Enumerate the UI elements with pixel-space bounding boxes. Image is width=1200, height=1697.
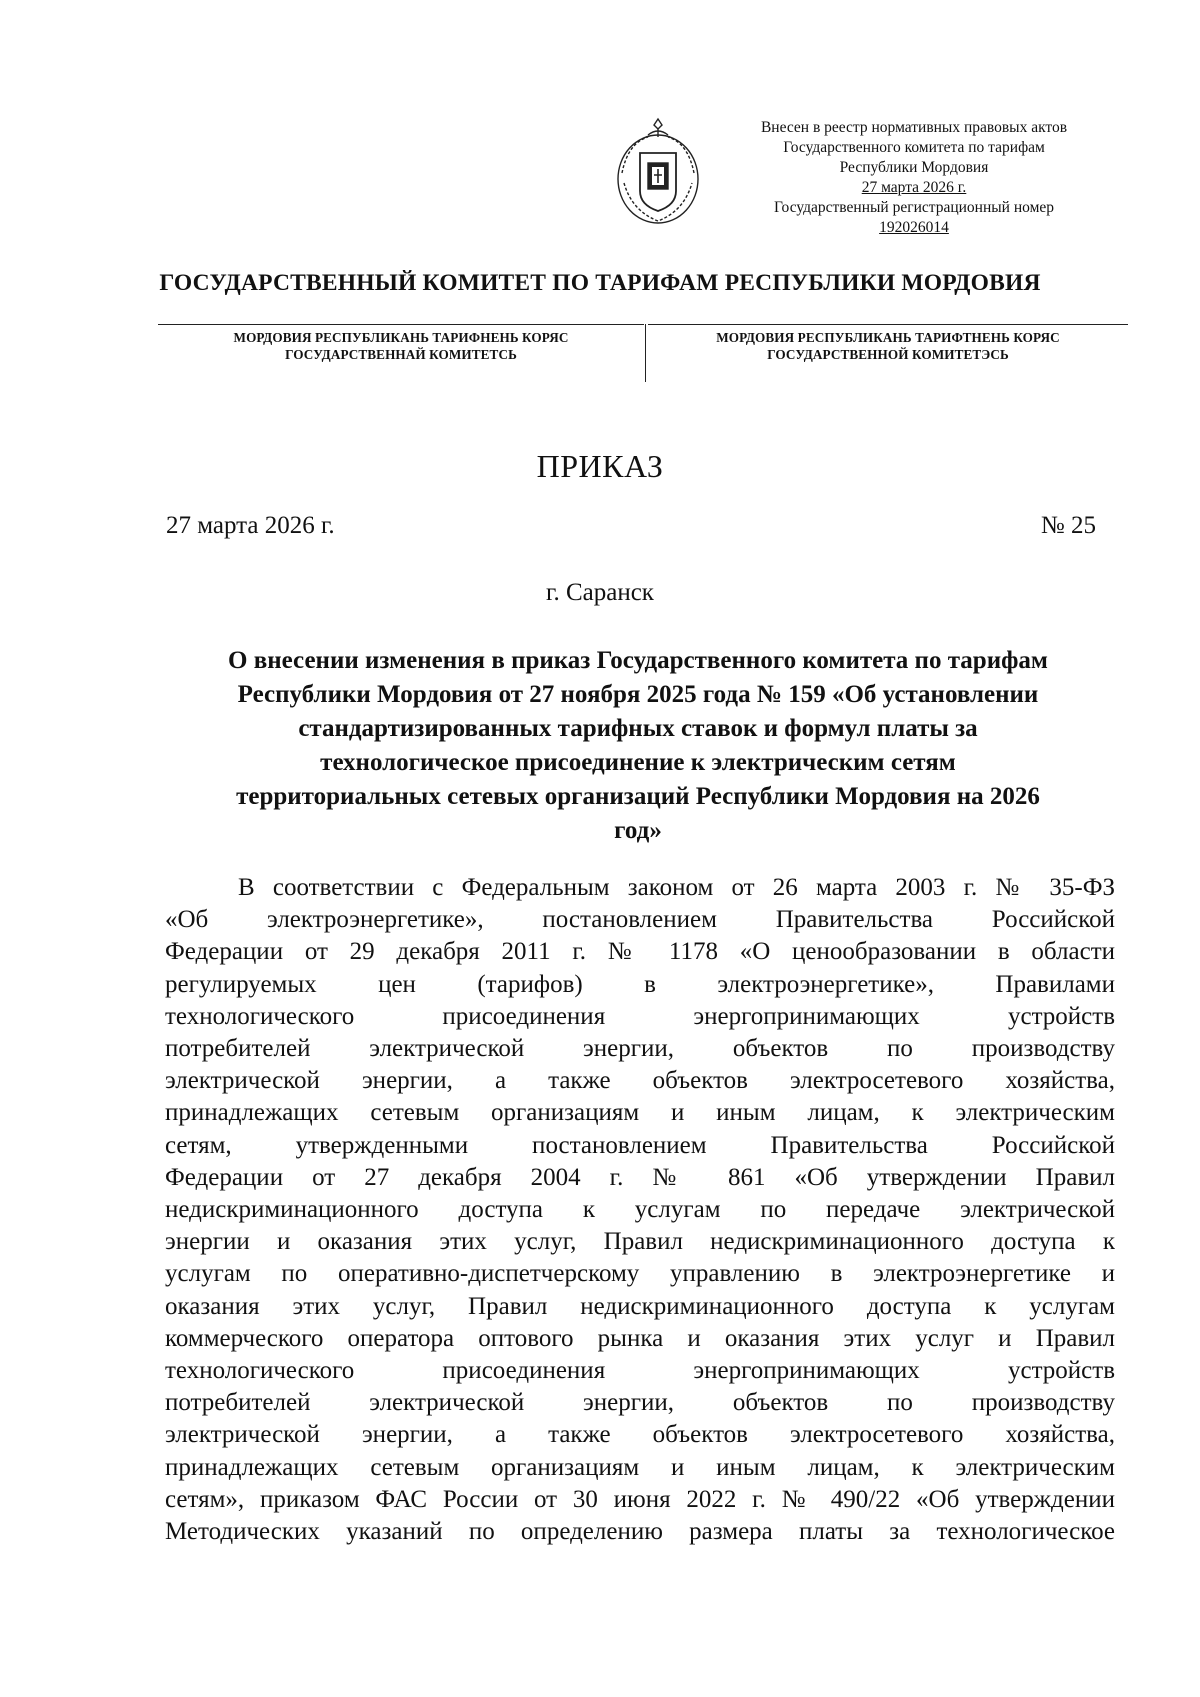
registry-line: Государственного комитета по тарифам [783,139,1045,156]
heading-line: территориальных сетевых организаций Республики Мордовия на 2026 [236,783,1040,810]
order-heading [158,644,1118,848]
registry-number: 192026014 [879,219,949,236]
body-line: технологического присоединения энергопринимающих устройств [165,1357,1115,1385]
body-line: недискриминационного доступа к услугам по передаче электрической [165,1196,1115,1224]
registry-date: 27 марта 2026 г. [861,179,967,196]
order-body-paragraph [165,872,1115,1548]
header-divider-right [648,324,1128,325]
heading-line: Республики Мордовия от 27 ноября 2025 года № 159 «Об установлении [237,681,1039,708]
heading-line: технологическое присоединение к электрическим сетям [320,749,956,776]
body-line: сетям, утвержденными постановлением Правительства Российской [165,1131,1115,1159]
body-line: потребителей электрической энергии, объектов по производству [165,1389,1115,1417]
body-line: принадлежащих сетевым организациям и иным лицам, к электрическим [165,1099,1115,1127]
body-line: В соответствии с Федеральным законом от 26 марта 2003 г. № 35-ФЗ [238,874,1115,901]
body-line: «Об электроэнергетике», постановлением Правительства Российской [165,906,1115,934]
body-line: Федерации от 29 декабря 2011 г. № 1178 «О ценообразовании в области [165,938,1115,966]
heading-line: стандартизированных тарифных ставок и формул платы за [298,715,978,742]
heading-line: год» [614,817,662,844]
heading-line: О внесении изменения в приказ Государственного комитета по тарифам [228,647,1048,674]
body-line: Методических указаний по определению размера платы за технологическое [165,1518,1115,1546]
registry-note [714,118,1114,238]
order-city: г. Саранск [546,579,654,606]
order-number: № 25 [1040,512,1096,539]
body-line: Федерации от 27 декабря 2004 г. № 861 «Об утверждении Правил [165,1163,1115,1191]
body-line: электрической энергии, а также объектов электросетевого хозяйства, [165,1067,1115,1095]
agency-name: ГОСУДАРСТВЕННЫЙ КОМИТЕТ ПО ТАРИФАМ РЕСПУБЛИКИ МОРДОВИЯ [159,270,1041,296]
body-line: услугам по оперативно-диспетчерскому управлению в электроэнергетике и [165,1260,1115,1288]
body-line: электрической энергии, а также объектов электросетевого хозяйства, [165,1421,1115,1449]
agency-sub-line: ГОСУДАРСТВЕННОЙ КОМИТЕТЭСЬ [767,347,1009,362]
document-type-title: ПРИКАЗ [536,448,664,484]
body-line: принадлежащих сетевым организациям и иным лицам, к электрическим [165,1453,1115,1481]
agency-sub-line: МОРДОВИЯ РЕСПУБЛИКАНЬ ТАРИФНЕНЬ КОРЯС [233,330,569,345]
agency-name-erzya [648,329,1128,363]
order-date: 27 марта 2026 г. [166,512,335,539]
body-line: оказания этих услуг, Правил недискриминационного доступа к услугам [165,1292,1115,1320]
registry-line: Внесен в реестр нормативных правовых актов [760,119,1068,136]
agency-name-moksha [158,329,644,363]
body-line: технологического присоединения энергопринимающих устройств [165,1002,1115,1030]
body-line: сетям», приказом ФАС России от 30 июня 2022 г. № 490/22 «Об утверждении [165,1485,1115,1513]
agency-sub-line: ГОСУДАРСТВЕННАЙ КОМИТЕТСЬ [285,347,517,362]
body-line: потребителей электрической энергии, объектов по производству [165,1035,1115,1063]
header-divider-vertical [645,324,646,382]
coat-of-arms-emblem [612,113,704,229]
body-line: энергии и оказания этих услуг, Правил недискриминационного доступа к [165,1228,1115,1256]
registry-line: Государственный регистрационный номер [773,199,1055,216]
body-line: регулируемых цен (тарифов) в электроэнергетике», Правилами [165,970,1115,998]
body-line: коммерческого оператора оптового рынка и оказания этих услуг и Правил [165,1324,1115,1352]
header-divider-left [158,324,644,325]
registry-line: Республики Мордовия [839,159,989,176]
agency-sub-line: МОРДОВИЯ РЕСПУБЛИКАНЬ ТАРИФТНЕНЬ КОРЯС [716,330,1060,345]
